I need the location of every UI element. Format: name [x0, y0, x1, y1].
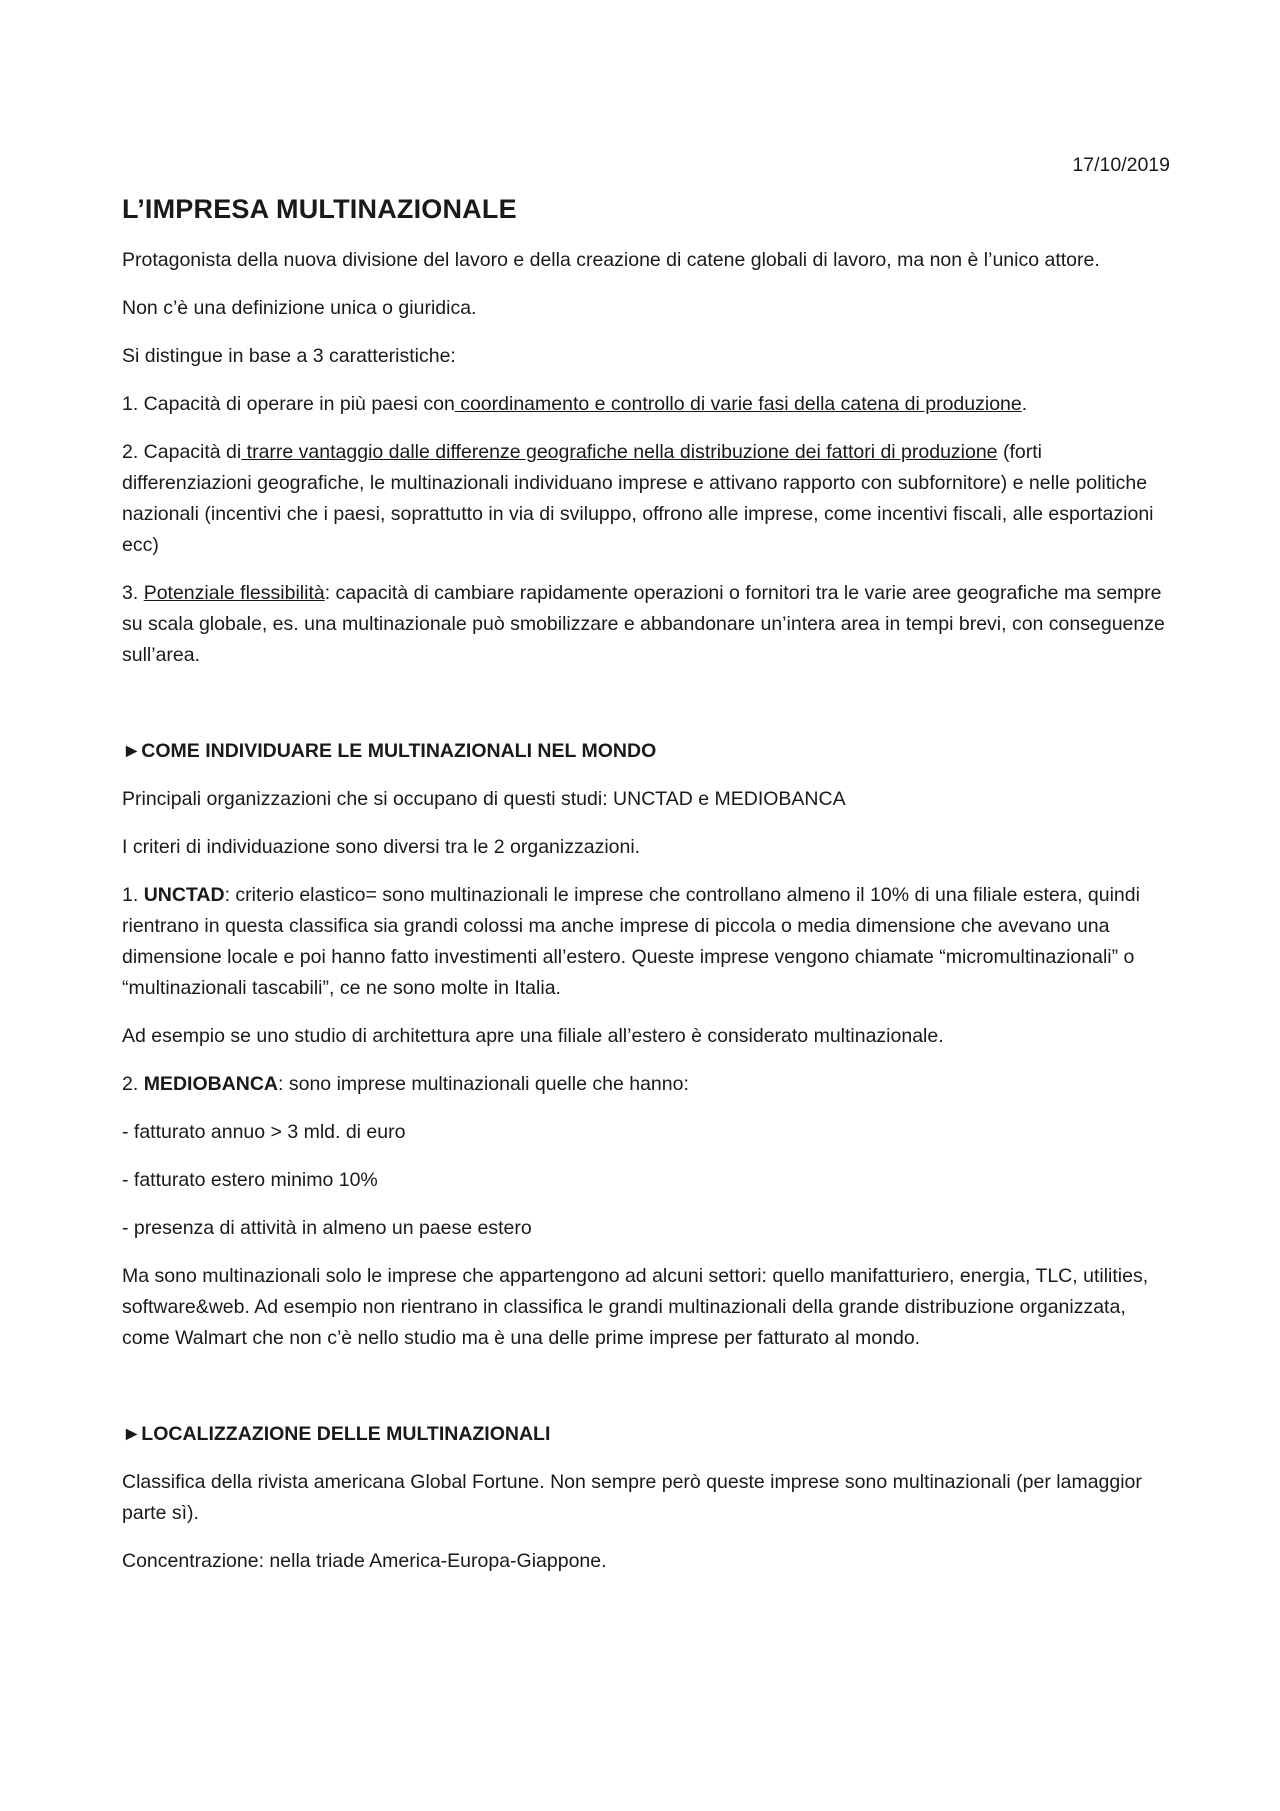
section-spacer: [122, 1371, 1170, 1419]
list-item: - presenza di attività in almeno un paese estero: [122, 1217, 532, 1239]
document-date: 17/10/2019: [1072, 154, 1170, 176]
section-1-paragraph-1: Principali organizzazioni che si occupano di questi studi: UNCTAD e MEDIOBANCA: [122, 788, 846, 810]
characteristic-2-underlined: trarre vantaggio dalle differenze geografiche nella distribuzione dei fattori di produzione: [241, 441, 998, 463]
characteristic-3: [122, 578, 1170, 671]
unctad-number: 1.: [122, 884, 144, 906]
characteristic-3-lead: 3.: [122, 582, 144, 604]
characteristic-1: [122, 389, 1170, 420]
list-item: - fatturato annuo > 3 mld. di euro: [122, 1121, 406, 1143]
section-2-paragraph-2: Concentrazione: nella triade America-Europa-Giappone.: [122, 1550, 607, 1572]
characteristic-1-underlined: coordinamento e controllo di varie fasi della catena di produzione: [454, 393, 1022, 415]
characteristic-2-lead: 2. Capacità di: [122, 441, 242, 463]
characteristic-1-tail: .: [1021, 393, 1028, 415]
section-spacer: [122, 688, 1170, 736]
mediobanca-text: : sono imprese multinazionali quelle che hanno:: [278, 1073, 689, 1095]
unctad-label: UNCTAD: [143, 884, 225, 906]
document-title: L’IMPRESA MULTINAZIONALE: [122, 194, 517, 224]
intro-paragraph-2: Non c’è una definizione unica o giuridica.: [122, 297, 477, 319]
unctad-text: : criterio elastico= sono multinazionali le imprese che controllano almeno il 10% di una filiale estera, quindi rientrano in questa classifica sia grandi colossi ma anche imprese di piccola o media dimensione che avevano una dimensione locale e poi hanno fatto investimenti all’estero. Queste imprese vengono chiamate “micromultinazionali” o “multinazionali tascabili”, ce ne sono molte in Italia.: [122, 884, 1140, 999]
document-page: [122, 150, 1170, 1594]
section-1-paragraph-2: I criteri di individuazione sono diversi tra le 2 organizzazioni.: [122, 836, 641, 858]
characteristic-3-underlined: Potenziale flessibilità: [143, 582, 325, 604]
section-2-heading: ►LOCALIZZAZIONE DELLE MULTINAZIONALI: [122, 1423, 551, 1445]
list-item: - fatturato estero minimo 10%: [122, 1169, 378, 1191]
unctad-criterion: [122, 880, 1170, 1004]
mediobanca-number: 2.: [122, 1073, 144, 1095]
characteristic-3-tail: : capacità di cambiare rapidamente operazioni o fornitori tra le varie aree geografiche ma sempre su scala globale, es. una multinazionale può smobilizzare e abbandonare un’intera area in tempi brevi, con conseguenze sull’area.: [122, 582, 1165, 666]
characteristic-2-tail: (forti differenziazioni geografiche, le multinazionali individuano imprese e attivano rapporto con subfornitore) e nelle politiche nazionali (incentivi che i paesi, soprattutto in via di sviluppo, offrono alle imprese, come incentivi fiscali, alle esportazioni ecc): [122, 441, 1154, 556]
section-2-paragraph-1: Classifica della rivista americana Global Fortune. Non sempre però queste imprese sono multinazionali (per lamaggior parte sì).: [122, 1471, 1142, 1524]
intro-paragraph-1: Protagonista della nuova divisione del lavoro e della creazione di catene globali di lavoro, ma non è l’unico attore.: [122, 249, 1100, 271]
section-1-paragraph-4: Ma sono multinazionali solo le imprese che appartengono ad alcuni settori: quello manifatturiero, energia, TLC, utilities, software&web. Ad esempio non rientrano in classifica le grandi multinazionali della grande distribuzione organizzata, come Walmart che non c’è nello studio ma è una delle prime imprese per fatturato al mondo.: [122, 1265, 1149, 1349]
intro-paragraph-3: Si distingue in base a 3 caratteristiche:: [122, 345, 456, 367]
mediobanca-label: MEDIOBANCA: [143, 1073, 279, 1095]
section-1-heading: ►COME INDIVIDUARE LE MULTINAZIONALI NEL MONDO: [122, 740, 657, 762]
characteristic-2: [122, 437, 1170, 561]
mediobanca-criterion: [122, 1069, 1170, 1100]
section-1-paragraph-3: Ad esempio se uno studio di architettura apre una filiale all’estero è considerato multinazionale.: [122, 1025, 944, 1047]
characteristic-1-lead: 1. Capacità di operare in più paesi con: [122, 393, 455, 415]
